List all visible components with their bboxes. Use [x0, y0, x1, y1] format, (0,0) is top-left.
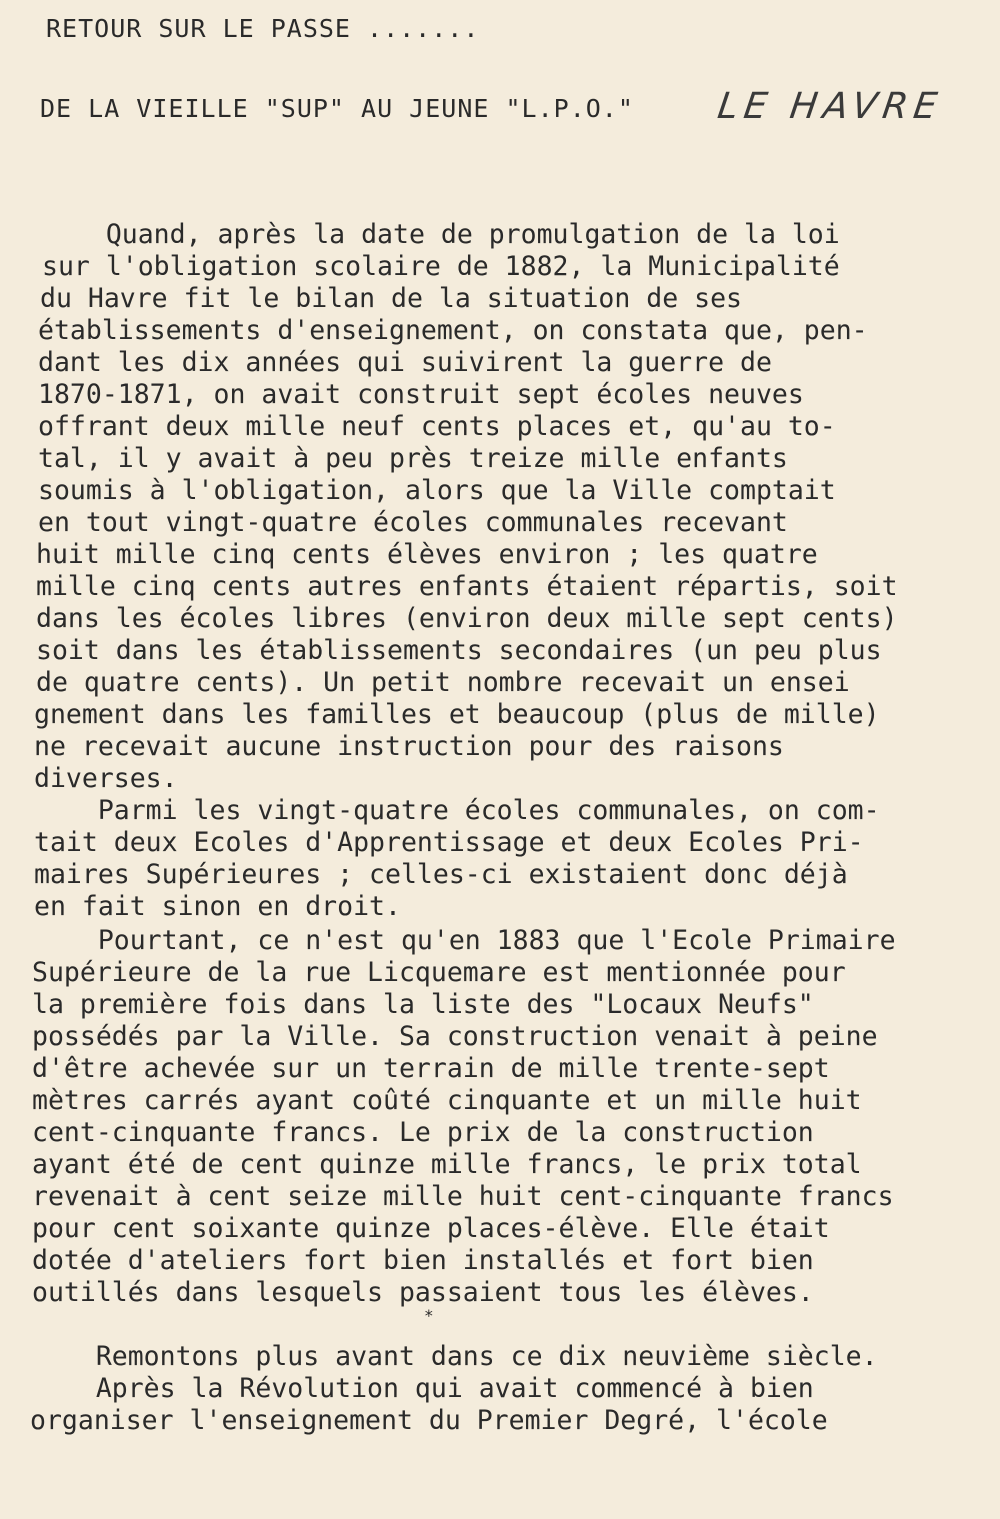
text-line: ne recevait aucune instruction pour des raisons — [34, 731, 784, 762]
text-line: cent-cinquante francs. Le prix de la construction — [32, 1117, 814, 1148]
text-line: soit dans les établissements secondaires (un peu plus — [36, 635, 882, 666]
text-line: gnement dans les familles et beaucoup (plus de mille) — [34, 699, 880, 730]
text-line: diverses. — [34, 763, 178, 794]
text-line: la première fois dans la liste des "Locaux Neufs" — [32, 989, 814, 1020]
section-separator: * — [424, 1306, 434, 1325]
text-line: maires Supérieures ; celles-ci existaient donc déjà — [34, 859, 848, 890]
text-line: outillés dans lesquels passaient tous les élèves. — [32, 1277, 814, 1308]
text-line: Après la Révolution qui avait commencé à bien — [32, 1373, 814, 1404]
text-line: mille cinq cents autres enfants étaient répartis, soit — [36, 571, 898, 602]
text-line: revenait à cent seize mille huit cent-cinquante francs — [32, 1181, 894, 1212]
text-line: en fait sinon en droit. — [34, 891, 401, 922]
text-line: de quatre cents). Un petit nombre recevait un ensei — [36, 667, 850, 698]
text-line: établissements d'enseignement, on constata que, pen- — [38, 315, 868, 346]
text-line: mètres carrés ayant coûté cinquante et un mille huit — [32, 1085, 862, 1116]
text-line: possédés par la Ville. Sa construction venait à peine — [32, 1021, 878, 1052]
text-line: en tout vingt-quatre écoles communales recevant — [38, 507, 788, 538]
header-subtitle: DE LA VIEILLE "SUP" AU JEUNE "L.P.O." — [40, 94, 634, 123]
text-line: Quand, après la date de promulgation de la loi — [42, 219, 840, 250]
text-line: d'être achevée sur un terrain de mille trente-sept — [32, 1053, 830, 1084]
header-title: RETOUR SUR LE PASSE ....... — [46, 14, 480, 43]
text-line: 1870-1871, on avait construit sept écoles neuves — [38, 379, 804, 410]
text-line: soumis à l'obligation, alors que la Ville comptait — [38, 475, 836, 506]
text-line: dant les dix années qui suivirent la guerre de — [38, 347, 772, 378]
text-line: Remontons plus avant dans ce dix neuvième siècle. — [32, 1341, 878, 1372]
text-line: tait deux Ecoles d'Apprentissage et deux Ecoles Pri- — [34, 827, 864, 858]
text-line: Pourtant, ce n'est qu'en 1883 que l'Ecole Primaire — [34, 925, 896, 956]
text-line: sur l'obligation scolaire de 1882, la Municipalité — [42, 251, 840, 282]
text-line: offrant deux mille neuf cents places et, qu'au to- — [38, 411, 836, 442]
handwritten-note: LE HAVRE — [715, 86, 946, 127]
text-line: Supérieure de la rue Licquemare est mentionnée pour — [32, 957, 846, 988]
text-line: dans les écoles libres (environ deux mille sept cents) — [36, 603, 898, 634]
text-line: tal, il y avait à peu près treize mille enfants — [38, 443, 788, 474]
text-line: Parmi les vingt-quatre écoles communales, on com- — [34, 795, 880, 826]
text-line: huit mille cinq cents élèves environ ; les quatre — [36, 539, 818, 570]
text-line: pour cent soixante quinze places-élève. Elle était — [32, 1213, 830, 1244]
text-line: dotée d'ateliers fort bien installés et fort bien — [32, 1245, 814, 1276]
text-line: du Havre fit le bilan de la situation de ses — [40, 283, 742, 314]
text-line: organiser l'enseignement du Premier Degré, l'école — [30, 1405, 828, 1436]
text-line: ayant été de cent quinze mille francs, le prix total — [32, 1149, 862, 1180]
